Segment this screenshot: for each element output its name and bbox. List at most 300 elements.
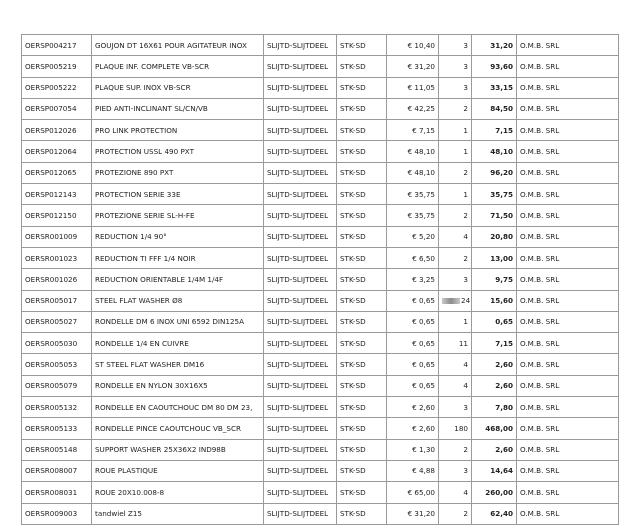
item-code-cell — [22, 184, 92, 205]
supplier-cell — [517, 418, 619, 439]
unit-cell-text: STK-SD — [340, 466, 366, 476]
supplier-cell — [517, 460, 619, 481]
description-cell — [92, 375, 264, 396]
unit-price-cell — [387, 269, 439, 290]
supplier-cell-text: O.M.B. SRL — [520, 104, 560, 114]
item-code-cell — [22, 333, 92, 354]
category-cell — [264, 482, 337, 503]
unit-cell-text: STK-SD — [340, 104, 366, 114]
total-cell — [472, 333, 517, 354]
unit-price-cell-text: € 65,00 — [407, 487, 435, 497]
item-code-cell — [22, 418, 92, 439]
total-cell — [472, 226, 517, 247]
unit-price-cell-text: € 48,10 — [407, 168, 435, 178]
item-code-cell — [22, 311, 92, 332]
category-cell-text: SLIJTD-SLIJTDEEL — [267, 147, 329, 157]
description-cell-text: PRO LINK PROTECTION — [95, 125, 178, 135]
quantity-cell-text: 2 — [463, 104, 468, 114]
unit-price-cell-text: € 42,25 — [407, 104, 435, 114]
unit-price-cell — [387, 141, 439, 162]
total-cell — [472, 354, 517, 375]
total-cell-text: 7,15 — [495, 338, 513, 348]
item-code-cell-text: OERSR001023 — [25, 253, 78, 263]
total-cell-text: 7,15 — [495, 125, 513, 135]
table-row — [22, 397, 619, 418]
total-cell-text: 35,75 — [490, 189, 513, 199]
description-cell — [92, 162, 264, 183]
category-cell-text: SLIJTD-SLIJTDEEL — [267, 487, 329, 497]
category-cell-text: SLIJTD-SLIJTDEEL — [267, 83, 329, 93]
unit-cell-text: STK-SD — [340, 296, 366, 306]
description-cell — [92, 98, 264, 119]
category-cell-text: SLIJTD-SLIJTDEEL — [267, 104, 329, 114]
category-cell — [264, 290, 337, 311]
description-cell-text: ST STEEL FLAT WASHER DM16 — [95, 360, 205, 369]
description-cell — [92, 226, 264, 247]
supplier-cell — [517, 184, 619, 205]
table-row — [22, 439, 619, 460]
total-cell-text: 7,80 — [495, 402, 513, 412]
unit-price-cell-text: € 6,50 — [412, 253, 435, 263]
redaction-mark — [442, 298, 460, 304]
total-cell-text: 0,65 — [495, 317, 513, 327]
total-cell — [472, 503, 517, 524]
unit-price-cell — [387, 418, 439, 439]
supplier-cell-text: O.M.B. SRL — [520, 509, 560, 519]
description-cell-text: GOUJON DT 16X61 POUR AGITATEUR INOX — [95, 40, 247, 50]
description-cell — [92, 290, 264, 311]
unit-price-cell-text: € 4,88 — [412, 466, 435, 476]
unit-price-cell — [387, 290, 439, 311]
unit-cell-text: STK-SD — [340, 423, 366, 433]
quantity-cell-text: 3 — [463, 402, 468, 412]
item-code-cell-text: OERSP012065 — [25, 168, 77, 178]
description-cell — [92, 35, 264, 56]
unit-price-cell-text: € 35,75 — [407, 210, 435, 220]
description-cell-text: PLAQUE SUP. INOX VB-SCR — [95, 83, 191, 93]
item-code-cell — [22, 375, 92, 396]
unit-price-cell — [387, 333, 439, 354]
item-code-cell-text: OERSP012064 — [25, 147, 77, 157]
item-code-cell — [22, 397, 92, 418]
description-cell-text: RONDELLE EN CAOUTCHOUC DM 80 DM 23, — [95, 402, 253, 412]
unit-price-cell-text: € 0,65 — [412, 296, 435, 306]
quantity-cell — [439, 269, 472, 290]
category-cell-text: SLIJTD-SLIJTDEEL — [267, 61, 329, 71]
category-cell-text: SLIJTD-SLIJTDEEL — [267, 40, 329, 50]
quantity-cell-text: 2 — [463, 509, 468, 519]
category-cell-text: SLIJTD-SLIJTDEEL — [267, 423, 329, 433]
quantity-cell — [439, 290, 472, 311]
quantity-cell-text: 1 — [463, 189, 468, 199]
item-code-cell — [22, 482, 92, 503]
description-cell-text: RONDELLE PINCE CAOUTCHOUC VB_SCR — [95, 423, 241, 433]
item-code-cell — [22, 226, 92, 247]
unit-cell-text: STK-SD — [340, 147, 366, 157]
category-cell-text: SLIJTD-SLIJTDEEL — [267, 274, 329, 284]
total-cell — [472, 162, 517, 183]
quantity-cell — [439, 333, 472, 354]
quantity-cell-text: 1 — [463, 147, 468, 157]
description-cell — [92, 141, 264, 162]
quantity-cell-text: 11 — [458, 338, 468, 348]
quantity-cell — [439, 98, 472, 119]
description-cell-text: SUPPORT WASHER 25X36X2 IND98B — [95, 445, 226, 455]
total-cell-text: 2,60 — [495, 445, 513, 455]
item-code-cell — [22, 460, 92, 481]
total-cell — [472, 482, 517, 503]
unit-cell — [337, 35, 387, 56]
unit-cell — [337, 162, 387, 183]
supplier-cell-text: O.M.B. SRL — [520, 61, 560, 71]
unit-price-cell — [387, 503, 439, 524]
quantity-cell-text: 2 — [463, 210, 468, 220]
description-cell-text: REDUCTION 1/4 90° — [95, 232, 167, 242]
total-cell-text: 468,00 — [485, 423, 513, 433]
category-cell-text: SLIJTD-SLIJTDEEL — [267, 317, 329, 327]
supplier-cell — [517, 247, 619, 268]
supplier-cell — [517, 397, 619, 418]
category-cell — [264, 311, 337, 332]
table-row — [22, 77, 619, 98]
category-cell — [264, 375, 337, 396]
description-cell — [92, 56, 264, 77]
quantity-cell — [439, 247, 472, 268]
category-cell-text: SLIJTD-SLIJTDEEL — [267, 466, 329, 476]
unit-price-cell — [387, 184, 439, 205]
quantity-cell-text: 4 — [463, 232, 468, 242]
quantity-cell-text: 1 — [463, 317, 468, 327]
unit-price-cell — [387, 226, 439, 247]
category-cell — [264, 247, 337, 268]
total-cell-text: 2,60 — [495, 360, 513, 369]
description-cell-text: PLAQUE INF. COMPLETE VB-SCR — [95, 61, 210, 71]
supplier-cell-text: O.M.B. SRL — [520, 125, 560, 135]
category-cell — [264, 418, 337, 439]
category-cell — [264, 205, 337, 226]
unit-cell — [337, 418, 387, 439]
category-cell-text: SLIJTD-SLIJTDEEL — [267, 296, 329, 306]
total-cell — [472, 56, 517, 77]
total-cell-text: 15,60 — [490, 296, 513, 306]
quantity-cell-text: 24 — [461, 296, 471, 306]
quantity-cell — [439, 460, 472, 481]
unit-price-cell — [387, 439, 439, 460]
category-cell — [264, 120, 337, 141]
description-cell-text: ROUE 20X10.008-8 — [95, 487, 165, 497]
supplier-cell-text: O.M.B. SRL — [520, 360, 560, 369]
supplier-cell-text: O.M.B. SRL — [520, 40, 560, 50]
unit-cell — [337, 141, 387, 162]
table-row — [22, 333, 619, 354]
description-cell-text: RONDELLE DM 6 INOX UNI 6592 DIN125A — [95, 317, 245, 327]
total-cell — [472, 77, 517, 98]
category-cell — [264, 439, 337, 460]
description-cell — [92, 460, 264, 481]
unit-price-cell — [387, 120, 439, 141]
unit-cell-text: STK-SD — [340, 232, 366, 242]
total-cell — [472, 460, 517, 481]
total-cell — [472, 418, 517, 439]
table-row — [22, 162, 619, 183]
unit-cell — [337, 205, 387, 226]
description-cell — [92, 354, 264, 375]
total-cell-text: 33,15 — [490, 83, 513, 93]
item-code-cell-text: OERSR005148 — [25, 445, 78, 455]
category-cell — [264, 269, 337, 290]
table-row — [22, 120, 619, 141]
item-code-cell-text: OERSR005079 — [25, 381, 78, 391]
quantity-cell — [439, 162, 472, 183]
unit-cell — [337, 290, 387, 311]
table-row — [22, 482, 619, 503]
quantity-cell — [439, 35, 472, 56]
supplier-cell-text: O.M.B. SRL — [520, 317, 560, 327]
unit-cell-text: STK-SD — [340, 445, 366, 455]
unit-price-cell — [387, 98, 439, 119]
total-cell — [472, 184, 517, 205]
description-cell — [92, 247, 264, 268]
quantity-cell-text: 3 — [463, 274, 468, 284]
total-cell — [472, 141, 517, 162]
description-cell — [92, 333, 264, 354]
item-code-cell — [22, 269, 92, 290]
item-code-cell — [22, 141, 92, 162]
unit-cell-text: STK-SD — [340, 253, 366, 263]
supplier-cell — [517, 162, 619, 183]
table-row — [22, 226, 619, 247]
category-cell — [264, 98, 337, 119]
description-cell — [92, 120, 264, 141]
supplier-cell — [517, 439, 619, 460]
item-code-cell — [22, 35, 92, 56]
item-code-cell — [22, 354, 92, 375]
category-cell — [264, 77, 337, 98]
category-cell — [264, 397, 337, 418]
quantity-cell-text: 4 — [463, 381, 468, 391]
category-cell-text: SLIJTD-SLIJTDEEL — [267, 381, 329, 391]
quantity-cell — [439, 184, 472, 205]
total-cell-text: 84,50 — [490, 104, 513, 114]
unit-price-cell-text: € 10,40 — [407, 40, 435, 50]
supplier-cell-text: O.M.B. SRL — [520, 232, 560, 242]
unit-cell-text: STK-SD — [340, 40, 366, 50]
description-cell — [92, 311, 264, 332]
unit-price-cell-text: € 1,30 — [412, 445, 435, 455]
quantity-cell — [439, 418, 472, 439]
unit-cell-text: STK-SD — [340, 402, 366, 412]
item-code-cell — [22, 162, 92, 183]
item-code-cell-text: OERSP005222 — [25, 83, 77, 93]
quantity-cell-text: 3 — [463, 40, 468, 50]
unit-cell-text: STK-SD — [340, 210, 366, 220]
unit-cell — [337, 77, 387, 98]
total-cell — [472, 290, 517, 311]
total-cell — [472, 397, 517, 418]
item-code-cell — [22, 56, 92, 77]
supplier-cell — [517, 77, 619, 98]
supplier-cell — [517, 226, 619, 247]
quantity-cell — [439, 482, 472, 503]
total-cell-text: 62,40 — [490, 509, 513, 519]
table-row — [22, 375, 619, 396]
item-code-cell-text: OERSR005132 — [25, 402, 78, 412]
unit-cell — [337, 269, 387, 290]
supplier-cell — [517, 56, 619, 77]
unit-cell — [337, 460, 387, 481]
supplier-cell-text: O.M.B. SRL — [520, 338, 560, 348]
unit-cell — [337, 247, 387, 268]
category-cell — [264, 503, 337, 524]
item-code-cell-text: OERSR005053 — [25, 360, 78, 369]
unit-price-cell-text: € 0,65 — [412, 317, 435, 327]
unit-price-cell — [387, 247, 439, 268]
category-cell-text: SLIJTD-SLIJTDEEL — [267, 125, 329, 135]
unit-cell — [337, 354, 387, 375]
supplier-cell-text: O.M.B. SRL — [520, 466, 560, 476]
quantity-cell — [439, 375, 472, 396]
unit-cell — [337, 120, 387, 141]
description-cell-text: PROTECTION USSL 490 PXT — [95, 147, 194, 157]
item-code-cell-text: OERSR001009 — [25, 232, 78, 242]
unit-price-cell — [387, 375, 439, 396]
unit-price-cell — [387, 56, 439, 77]
unit-price-cell-text: € 31,20 — [407, 509, 435, 519]
total-cell — [472, 120, 517, 141]
total-cell-text: 2,60 — [495, 381, 513, 391]
item-code-cell-text: OERSR008007 — [25, 466, 78, 476]
total-cell — [472, 35, 517, 56]
total-cell — [472, 311, 517, 332]
quantity-cell — [439, 226, 472, 247]
total-cell-text: 13,00 — [490, 253, 513, 263]
table-row — [22, 141, 619, 162]
unit-cell — [337, 184, 387, 205]
unit-cell-text: STK-SD — [340, 189, 366, 199]
unit-price-cell-text: € 0,65 — [412, 338, 435, 348]
supplier-cell — [517, 98, 619, 119]
total-cell — [472, 98, 517, 119]
quantity-cell-text: 180 — [454, 423, 468, 433]
quantity-cell — [439, 77, 472, 98]
unit-price-cell — [387, 311, 439, 332]
unit-price-cell — [387, 162, 439, 183]
description-cell-text: RONDELLE 1/4 EN CUIVRE — [95, 338, 189, 348]
supplier-cell — [517, 354, 619, 375]
supplier-cell-text: O.M.B. SRL — [520, 274, 560, 284]
category-cell-text: SLIJTD-SLIJTDEEL — [267, 210, 329, 220]
total-cell — [472, 205, 517, 226]
supplier-cell-text: O.M.B. SRL — [520, 402, 560, 412]
supplier-cell — [517, 35, 619, 56]
category-cell — [264, 226, 337, 247]
item-code-cell-text: OERSP012143 — [25, 189, 77, 199]
item-code-cell — [22, 77, 92, 98]
quantity-cell-text: 4 — [463, 360, 468, 369]
category-cell-text: SLIJTD-SLIJTDEEL — [267, 509, 329, 519]
unit-price-cell — [387, 77, 439, 98]
description-cell-text: RONDELLE EN NYLON 30X16X5 — [95, 381, 208, 391]
category-cell — [264, 333, 337, 354]
item-code-cell — [22, 120, 92, 141]
unit-price-cell — [387, 35, 439, 56]
unit-price-cell-text: € 7,15 — [412, 125, 435, 135]
quantity-cell-text: 3 — [463, 466, 468, 476]
supplier-cell-text: O.M.B. SRL — [520, 168, 560, 178]
category-cell — [264, 141, 337, 162]
item-code-cell-text: OERSP004217 — [25, 40, 77, 50]
unit-cell-text: STK-SD — [340, 168, 366, 178]
description-cell-text: REDUCTION ORIENTABLE 1/4M 1/4F — [95, 274, 224, 284]
category-cell — [264, 162, 337, 183]
item-code-cell-text: OERSP005219 — [25, 61, 77, 71]
table-row — [22, 35, 619, 56]
supplier-cell — [517, 290, 619, 311]
unit-price-cell-text: € 3,25 — [412, 274, 435, 284]
inventory-table — [21, 34, 619, 525]
description-cell — [92, 269, 264, 290]
unit-cell-text: STK-SD — [340, 83, 366, 93]
item-code-cell-text: OERSP012026 — [25, 125, 77, 135]
supplier-cell-text: O.M.B. SRL — [520, 423, 560, 433]
total-cell-text: 260,00 — [485, 487, 513, 497]
item-code-cell — [22, 439, 92, 460]
category-cell-text: SLIJTD-SLIJTDEEL — [267, 402, 329, 412]
description-cell-text: tandwiel Z15 — [95, 509, 142, 519]
description-cell-text: PROTECTION SERIE 33E — [95, 189, 181, 199]
item-code-cell-text: OERSP007054 — [25, 104, 77, 114]
quantity-cell — [439, 503, 472, 524]
description-cell-text: PIED ANTI-INCLINANT SL/CN/VB — [95, 104, 208, 114]
table-row — [22, 98, 619, 119]
category-cell-text: SLIJTD-SLIJTDEEL — [267, 338, 329, 348]
description-cell-text: PROTEZIONE SERIE SL-H-FE — [95, 210, 195, 220]
unit-price-cell-text: € 0,65 — [412, 360, 435, 369]
quantity-cell-text: 2 — [463, 445, 468, 455]
supplier-cell — [517, 482, 619, 503]
unit-cell-text: STK-SD — [340, 360, 366, 369]
unit-cell-text: STK-SD — [340, 61, 366, 71]
unit-price-cell — [387, 205, 439, 226]
table-row — [22, 184, 619, 205]
description-cell — [92, 205, 264, 226]
unit-cell-text: STK-SD — [340, 381, 366, 391]
unit-price-cell-text: € 11,05 — [407, 83, 435, 93]
unit-cell-text: STK-SD — [340, 509, 366, 519]
quantity-cell-text: 1 — [463, 125, 468, 135]
description-cell-text: PROTEZIONE 890 PXT — [95, 168, 174, 178]
table-row — [22, 247, 619, 268]
item-code-cell-text: OERSR001026 — [25, 274, 78, 284]
unit-cell — [337, 98, 387, 119]
supplier-cell — [517, 375, 619, 396]
item-code-cell-text: OERSR005017 — [25, 296, 78, 306]
quantity-cell-text: 3 — [463, 83, 468, 93]
unit-cell — [337, 56, 387, 77]
description-cell — [92, 482, 264, 503]
item-code-cell-text: OERSR005027 — [25, 317, 78, 327]
supplier-cell — [517, 311, 619, 332]
category-cell-text: SLIJTD-SLIJTDEEL — [267, 445, 329, 455]
description-cell — [92, 184, 264, 205]
description-cell-text: ROUE PLASTIQUE — [95, 466, 158, 476]
total-cell-text: 96,20 — [490, 168, 513, 178]
description-cell-text: STEEL FLAT WASHER Ø8 — [95, 296, 183, 306]
category-cell — [264, 460, 337, 481]
supplier-cell — [517, 269, 619, 290]
unit-cell-text: STK-SD — [340, 487, 366, 497]
unit-price-cell-text: € 48,10 — [407, 147, 435, 157]
